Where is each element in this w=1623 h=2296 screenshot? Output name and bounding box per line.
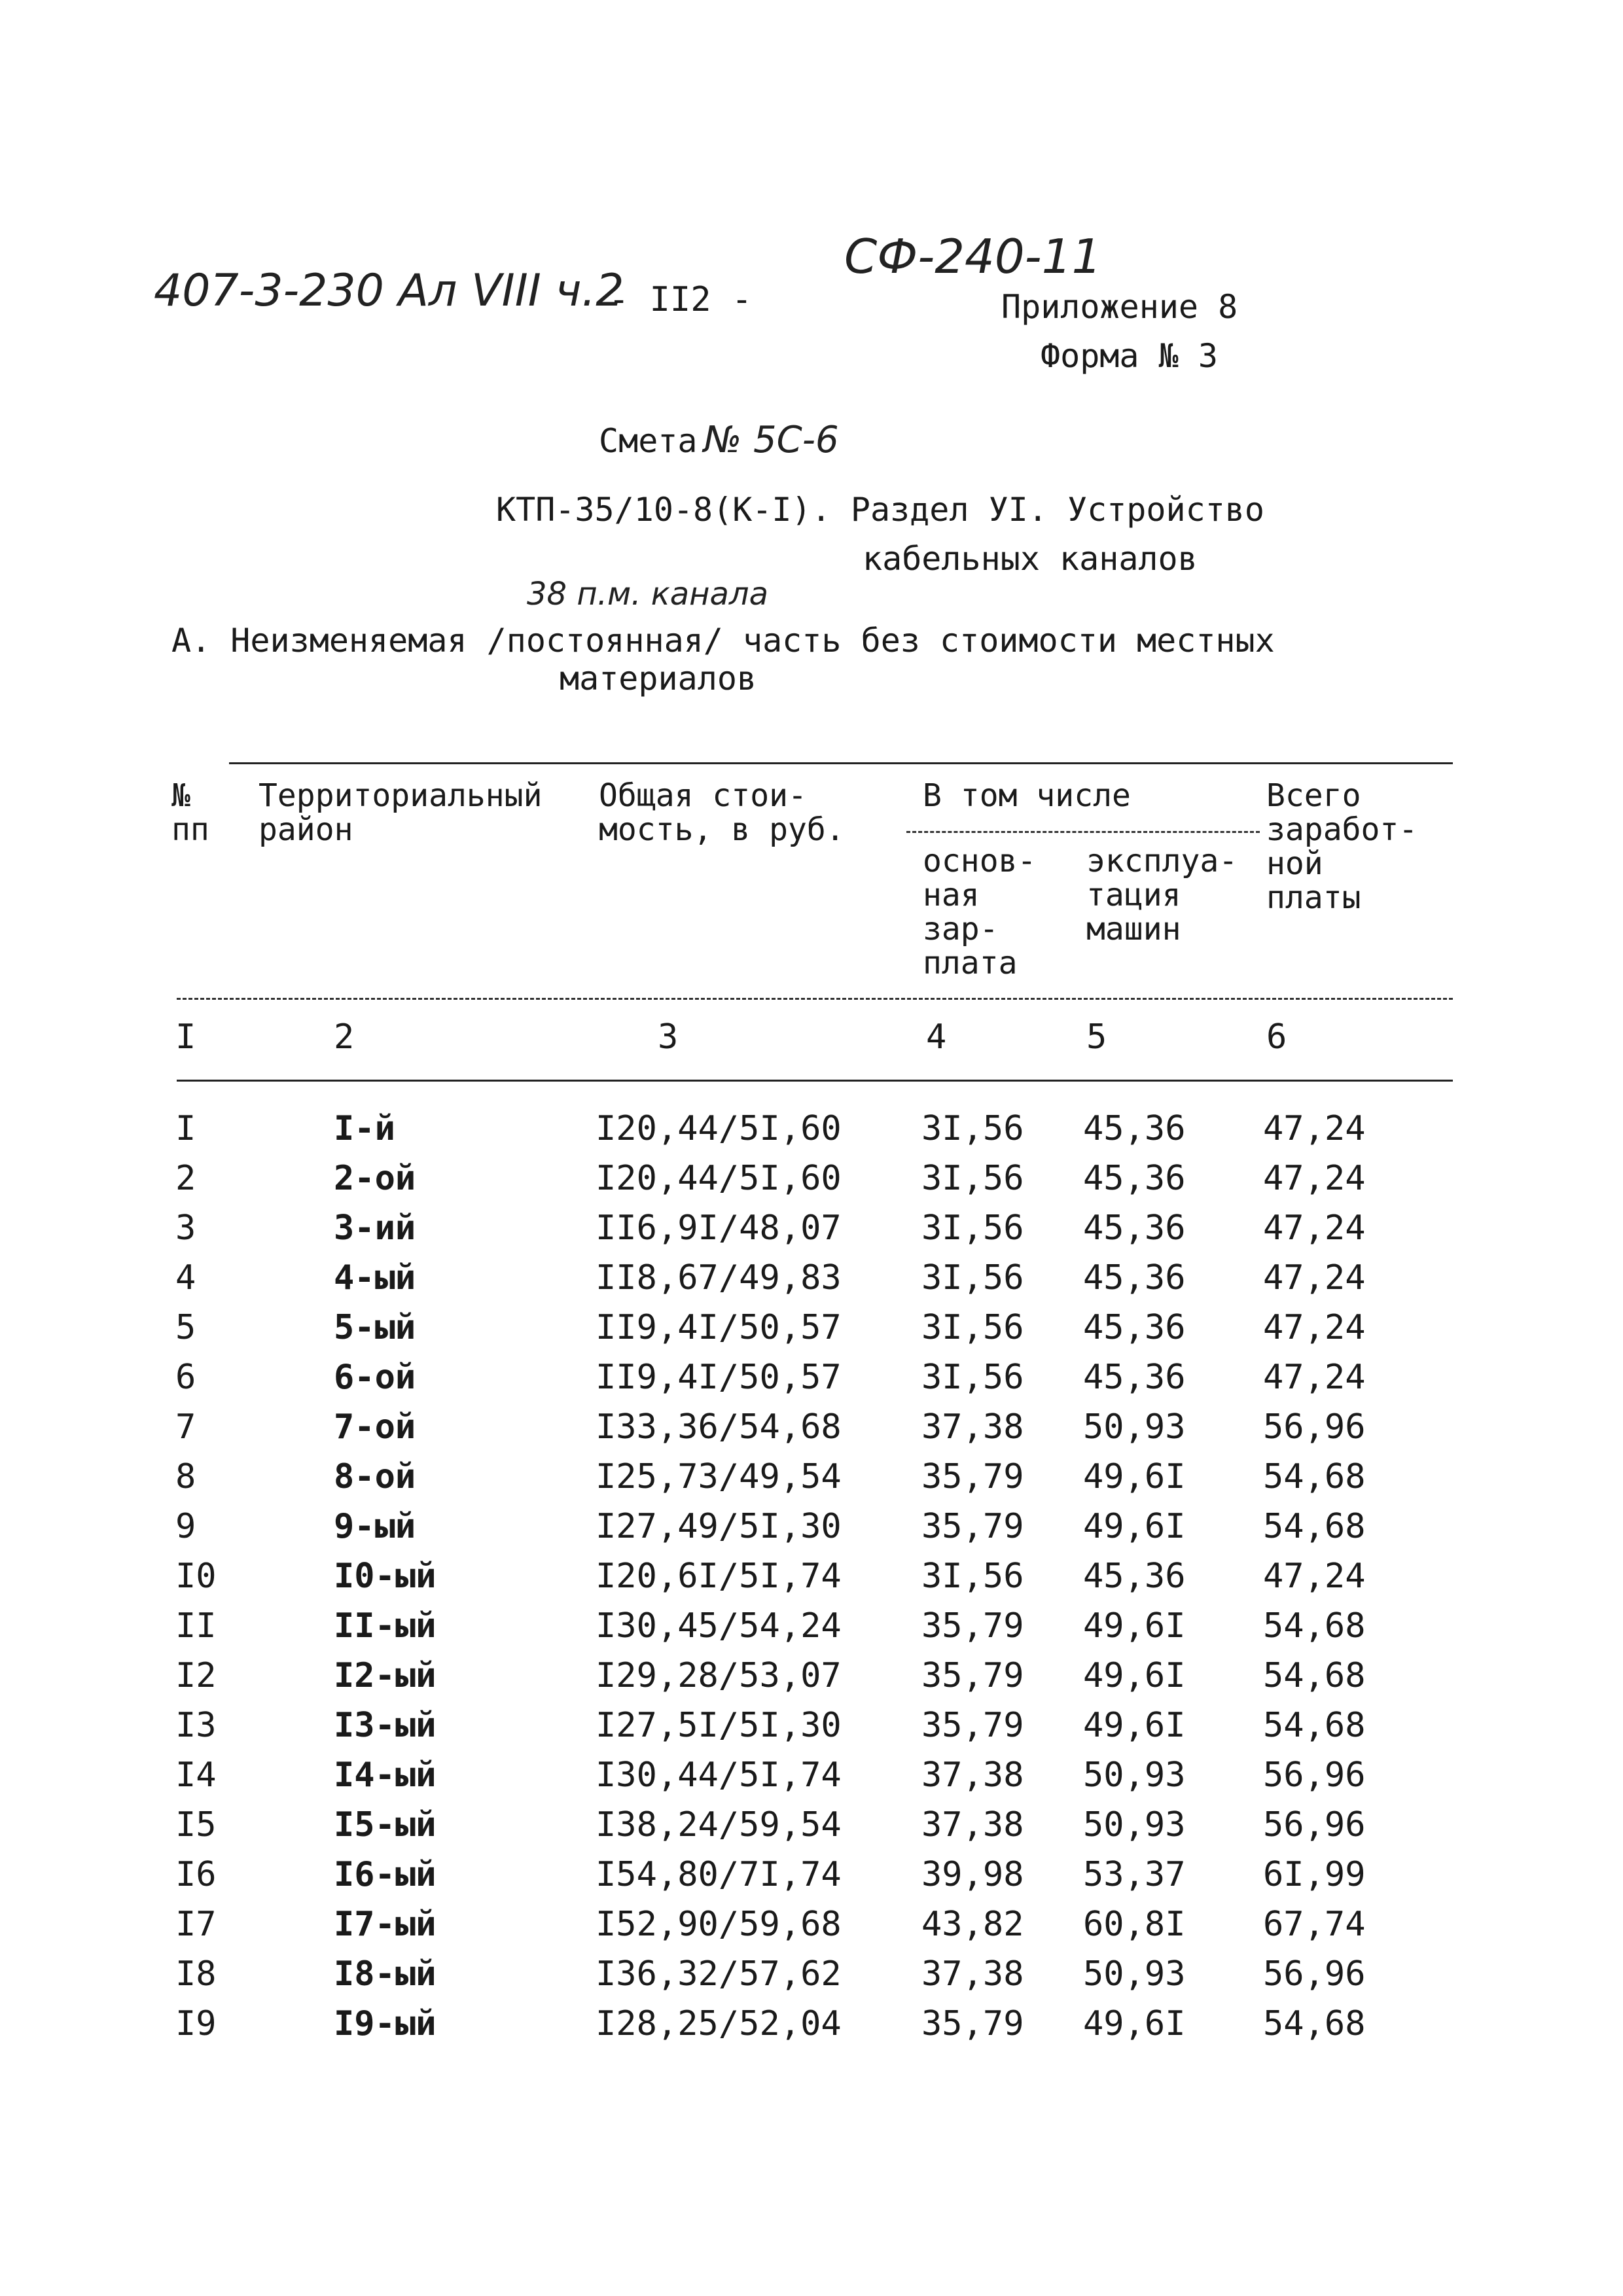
cell-machines: 49,6I — [1083, 1507, 1186, 1546]
cell-wage: 47,24 — [1263, 1209, 1366, 1248]
table-top-rule — [229, 762, 1453, 764]
sheet-code-handwritten: СФ-240-11 — [844, 229, 1102, 284]
cell-machines: 49,6I — [1083, 2004, 1186, 2043]
cell-wage: 54,68 — [1263, 1507, 1366, 1546]
cell-machines: 53,37 — [1083, 1855, 1186, 1894]
cell-region: 7-ой — [334, 1407, 416, 1447]
colnum-4: 4 — [926, 1017, 947, 1057]
cell-total: I54,80/7I,74 — [596, 1855, 842, 1894]
cell-num: 2 — [175, 1159, 196, 1198]
colnum-3: 3 — [658, 1017, 679, 1057]
cell-machines: 45,36 — [1083, 1209, 1186, 1248]
cell-machines: 49,6I — [1083, 1656, 1186, 1695]
header-including: В том числе — [923, 777, 1131, 814]
cell-basic: 35,79 — [921, 1606, 1024, 1646]
cell-wage: 6I,99 — [1263, 1855, 1366, 1894]
cell-wage: 54,68 — [1263, 2004, 1366, 2043]
cell-region: 9-ый — [334, 1507, 416, 1546]
cell-region: I3-ый — [334, 1706, 437, 1745]
header-total: Общая стои- мость, в руб. — [599, 777, 845, 848]
cell-num: 6 — [175, 1358, 196, 1397]
cell-region: I7-ый — [334, 1905, 437, 1944]
cell-machines: 45,36 — [1083, 1358, 1186, 1397]
cell-machines: 45,36 — [1083, 1557, 1186, 1596]
cell-region: I5-ый — [334, 1805, 437, 1845]
part-line2: материалов — [560, 660, 757, 698]
cell-total: I25,73/49,54 — [596, 1457, 842, 1496]
cell-total: I28,25/52,04 — [596, 2004, 842, 2043]
cell-num: I0 — [175, 1557, 217, 1596]
cell-num: I3 — [175, 1706, 217, 1745]
cell-basic: 3I,56 — [921, 1209, 1024, 1248]
cell-region: 8-ой — [334, 1457, 416, 1496]
cell-wage: 47,24 — [1263, 1557, 1366, 1596]
cell-wage: 67,74 — [1263, 1905, 1366, 1944]
cell-num: I5 — [175, 1805, 217, 1845]
cell-wage: 54,68 — [1263, 1656, 1366, 1695]
cell-wage: 47,24 — [1263, 1258, 1366, 1298]
cell-basic: 3I,56 — [921, 1308, 1024, 1347]
cell-total: II8,67/49,83 — [596, 1258, 842, 1298]
header-total-wage: Всего заработ- ной платы — [1266, 777, 1418, 916]
cell-wage: 56,96 — [1263, 1805, 1366, 1845]
cell-total: I52,90/59,68 — [596, 1905, 842, 1944]
cell-num: I8 — [175, 1954, 217, 1994]
estimate-subject-line1: КТП-35/10-8(К-I). Раздел УI. Устройство — [496, 491, 1264, 529]
colnum-5: 5 — [1086, 1017, 1107, 1057]
cell-num: I — [175, 1109, 196, 1148]
cell-region: II-ый — [334, 1606, 437, 1646]
cell-num: I6 — [175, 1855, 217, 1894]
cell-region: I2-ый — [334, 1656, 437, 1695]
cell-total: I38,24/59,54 — [596, 1805, 842, 1845]
cell-region: 6-ой — [334, 1358, 416, 1397]
cell-machines: 50,93 — [1083, 1407, 1186, 1447]
cell-total: I20,6I/5I,74 — [596, 1557, 842, 1596]
cell-wage: 56,96 — [1263, 1954, 1366, 1994]
cell-machines: 50,93 — [1083, 1756, 1186, 1795]
cell-wage: 47,24 — [1263, 1308, 1366, 1347]
cell-region: I8-ый — [334, 1954, 437, 1994]
cell-machines: 45,36 — [1083, 1109, 1186, 1148]
cell-basic: 3I,56 — [921, 1109, 1024, 1148]
cell-num: I9 — [175, 2004, 217, 2043]
cell-region: 4-ый — [334, 1258, 416, 1298]
cell-region: 3-ий — [334, 1209, 416, 1248]
cell-total: I29,28/53,07 — [596, 1656, 842, 1695]
estimate-note-handwritten: 38 п.м. канала — [527, 576, 768, 612]
cell-basic: 35,79 — [921, 1507, 1024, 1546]
cell-basic: 3I,56 — [921, 1258, 1024, 1298]
header-region: Территориальный район — [259, 777, 543, 848]
form-label: Форма № 3 — [1041, 337, 1218, 375]
cell-basic: 35,79 — [921, 1457, 1024, 1496]
cell-basic: 39,98 — [921, 1855, 1024, 1894]
doc-number-handwritten: 407-3-230 Ал VIII ч.2 — [154, 265, 624, 317]
cell-region: I9-ый — [334, 2004, 437, 2043]
including-rule — [906, 831, 1260, 833]
cell-wage: 56,96 — [1263, 1756, 1366, 1795]
estimate-subject-line2: кабельных каналов — [863, 540, 1198, 578]
cell-basic: 3I,56 — [921, 1159, 1024, 1198]
header-num: № пп — [171, 777, 209, 848]
cell-machines: 60,8I — [1083, 1905, 1186, 1944]
cell-machines: 45,36 — [1083, 1308, 1186, 1347]
cell-num: 5 — [175, 1308, 196, 1347]
cell-region: 2-ой — [334, 1159, 416, 1198]
appendix-label: Приложение 8 — [1001, 288, 1238, 326]
header-basic-wage: основ- ная зар- плата — [923, 843, 1037, 981]
cell-wage: 54,68 — [1263, 1706, 1366, 1745]
cell-basic: 37,38 — [921, 1407, 1024, 1447]
cell-region: I6-ый — [334, 1855, 437, 1894]
cell-wage: 56,96 — [1263, 1407, 1366, 1447]
cell-num: I4 — [175, 1756, 217, 1795]
header-machines: эксплуа- тация машин — [1086, 843, 1238, 947]
cell-wage: 47,24 — [1263, 1159, 1366, 1198]
cell-num: 3 — [175, 1209, 196, 1248]
cell-total: I27,49/5I,30 — [596, 1507, 842, 1546]
cell-machines: 50,93 — [1083, 1805, 1186, 1845]
cell-basic: 37,38 — [921, 1805, 1024, 1845]
cell-region: 5-ый — [334, 1308, 416, 1347]
part-line1: А. Неизменяемая /постоянная/ часть без стоимости местных — [171, 622, 1275, 660]
colnum-bottom-rule — [177, 1080, 1453, 1082]
page-number: - II2 - — [609, 280, 753, 319]
cell-num: 9 — [175, 1507, 196, 1546]
cell-machines: 50,93 — [1083, 1954, 1186, 1994]
cell-num: 7 — [175, 1407, 196, 1447]
cell-machines: 45,36 — [1083, 1159, 1186, 1198]
cell-total: I27,5I/5I,30 — [596, 1706, 842, 1745]
cell-basic: 37,38 — [921, 1954, 1024, 1994]
cell-basic: 3I,56 — [921, 1557, 1024, 1596]
cell-basic: 3I,56 — [921, 1358, 1024, 1397]
estimate-number-handwritten: № 5С-6 — [704, 419, 839, 461]
cell-total: I30,45/54,24 — [596, 1606, 842, 1646]
cell-machines: 49,6I — [1083, 1706, 1186, 1745]
cell-wage: 47,24 — [1263, 1109, 1366, 1148]
cell-total: I30,44/5I,74 — [596, 1756, 842, 1795]
cell-total: I36,32/57,62 — [596, 1954, 842, 1994]
header-bottom-rule — [177, 998, 1453, 1000]
cell-total: I33,36/54,68 — [596, 1407, 842, 1447]
cell-num: 8 — [175, 1457, 196, 1496]
cell-basic: 37,38 — [921, 1756, 1024, 1795]
cell-machines: 45,36 — [1083, 1258, 1186, 1298]
cell-total: II9,4I/50,57 — [596, 1358, 842, 1397]
cell-wage: 54,68 — [1263, 1457, 1366, 1496]
cell-basic: 35,79 — [921, 1706, 1024, 1745]
colnum-1: I — [175, 1017, 196, 1057]
cell-basic: 35,79 — [921, 1656, 1024, 1695]
cell-basic: 35,79 — [921, 2004, 1024, 2043]
cell-region: I0-ый — [334, 1557, 437, 1596]
cell-basic: 43,82 — [921, 1905, 1024, 1944]
cell-total: I20,44/5I,60 — [596, 1159, 842, 1198]
estimate-title: Смета — [599, 422, 698, 460]
colnum-6: 6 — [1266, 1017, 1287, 1057]
cell-machines: 49,6I — [1083, 1457, 1186, 1496]
cell-wage: 47,24 — [1263, 1358, 1366, 1397]
cell-num: 4 — [175, 1258, 196, 1298]
cell-wage: 54,68 — [1263, 1606, 1366, 1646]
cell-num: II — [175, 1606, 217, 1646]
cell-num: I2 — [175, 1656, 217, 1695]
cell-machines: 49,6I — [1083, 1606, 1186, 1646]
cell-total: II6,9I/48,07 — [596, 1209, 842, 1248]
cell-region: I4-ый — [334, 1756, 437, 1795]
cell-total: II9,4I/50,57 — [596, 1308, 842, 1347]
cell-total: I20,44/5I,60 — [596, 1109, 842, 1148]
cell-region: I-й — [334, 1109, 395, 1148]
colnum-2: 2 — [334, 1017, 355, 1057]
cell-num: I7 — [175, 1905, 217, 1944]
